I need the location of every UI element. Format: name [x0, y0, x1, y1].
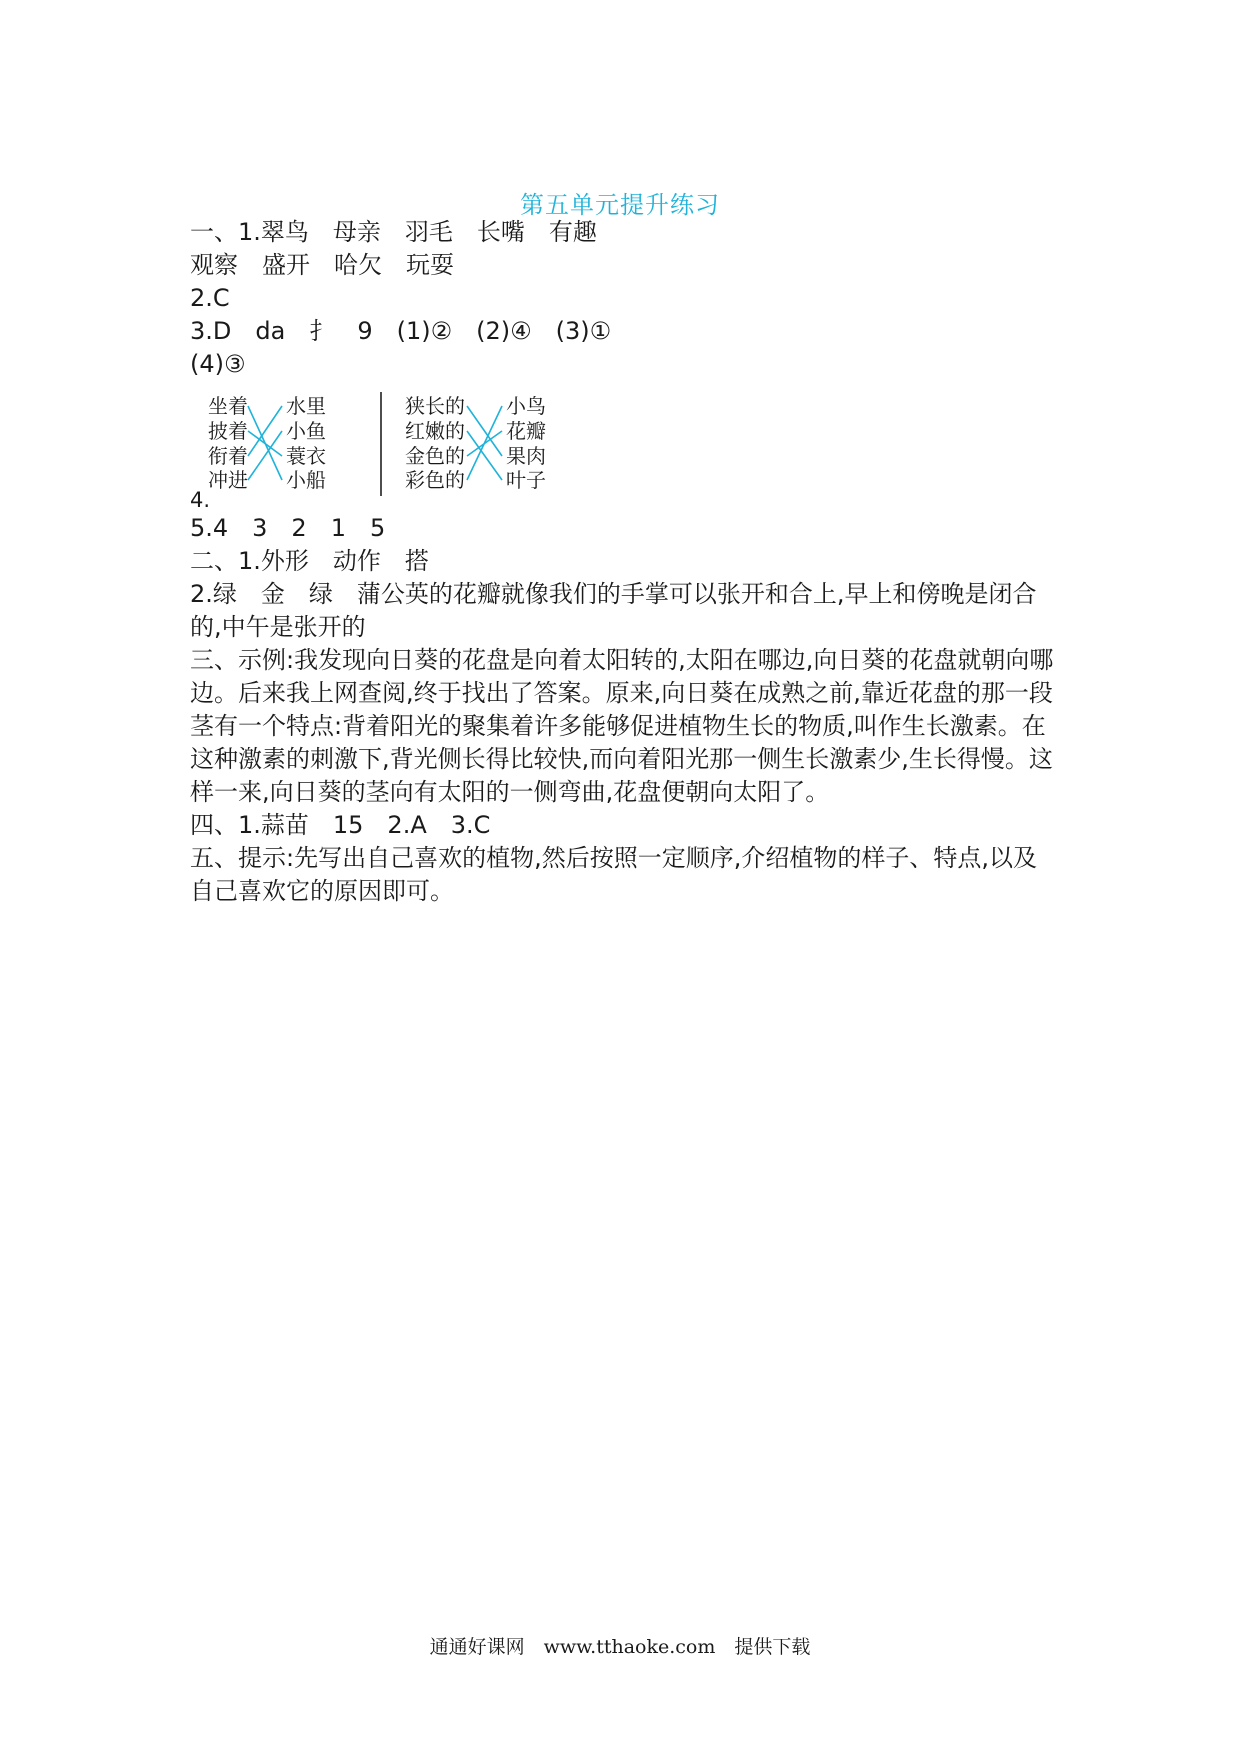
answer-line-1: 一、1.翠鸟 母亲 羽毛 长嘴 有趣 [190, 218, 597, 246]
answer-line-5: (4)③ [190, 350, 246, 378]
answer-line-8: 四、1.蒜苗 15 2.A 3.C [190, 811, 491, 839]
match-left-word: 衔着 [208, 444, 248, 468]
match-left-word: 冲进 [208, 468, 248, 492]
answer-line-3: 2.C [190, 284, 230, 312]
answer-paragraph-1: 2.绿 金 绿 蒲公英的花瓣就像我们的手掌可以张开和合上,早上和傍晚是闭合的,中午是张开的 [190, 580, 1037, 641]
footer-credit: 通通好课网 www.tthaoke.com 提供下载 [429, 1636, 811, 1658]
match-left-word: 红嫩的 [405, 419, 465, 443]
answer-line-2: 观察 盛开 哈欠 玩耍 [190, 251, 454, 279]
matching-exercise [190, 392, 590, 512]
match-right-word: 水里 [286, 394, 326, 418]
answer-line-7: 二、1.外形 动作 搭 [190, 547, 429, 575]
answer-paragraph-2: 三、示例:我发现向日葵的花盘是向着太阳转的,太阳在哪边,向日葵的花盘就朝向哪边。后来我上网查阅,终于找出了答案。原来,向日葵在成熟之前,靠近花盘的那一段茎有一个特点:背着阳光的聚集着许多能够促进植物生长的物质,叫作生长激素。在这种激素的刺激下,背光侧长得比较快,而向着阳光那一侧生长激素少,生长得慢。这样一来,向日葵的茎向有太阳的一侧弯曲,花盘便朝向太阳了。 [190, 646, 1054, 806]
match-right-word: 小船 [286, 468, 326, 492]
match-right-word: 小鱼 [286, 419, 326, 443]
answer-paragraph-3: 五、提示:先写出自己喜欢的植物,然后按照一定顺序,介绍植物的样子、特点,以及自己喜欢它的原因即可。 [190, 844, 1037, 905]
match-right-word: 蓑衣 [286, 444, 326, 468]
match-right-word: 叶子 [506, 468, 546, 492]
answer-line-4: 3.D da 扌 9 (1)② (2)④ (3)① [190, 317, 612, 345]
match-left-word: 坐着 [208, 394, 248, 418]
match-left-word: 金色的 [405, 444, 465, 468]
match-right-word: 果肉 [506, 444, 546, 468]
match-left-word: 狭长的 [405, 394, 465, 418]
match-left-word: 披着 [208, 419, 248, 443]
match-right-word: 花瓣 [506, 419, 546, 443]
match-right-word: 小鸟 [506, 394, 546, 418]
page-title: 第五单元提升练习 [520, 191, 720, 219]
match-left-word: 彩色的 [405, 468, 465, 492]
answer-line-6: 5.4 3 2 1 5 [190, 514, 386, 542]
question-4-label: 4. [190, 488, 211, 512]
